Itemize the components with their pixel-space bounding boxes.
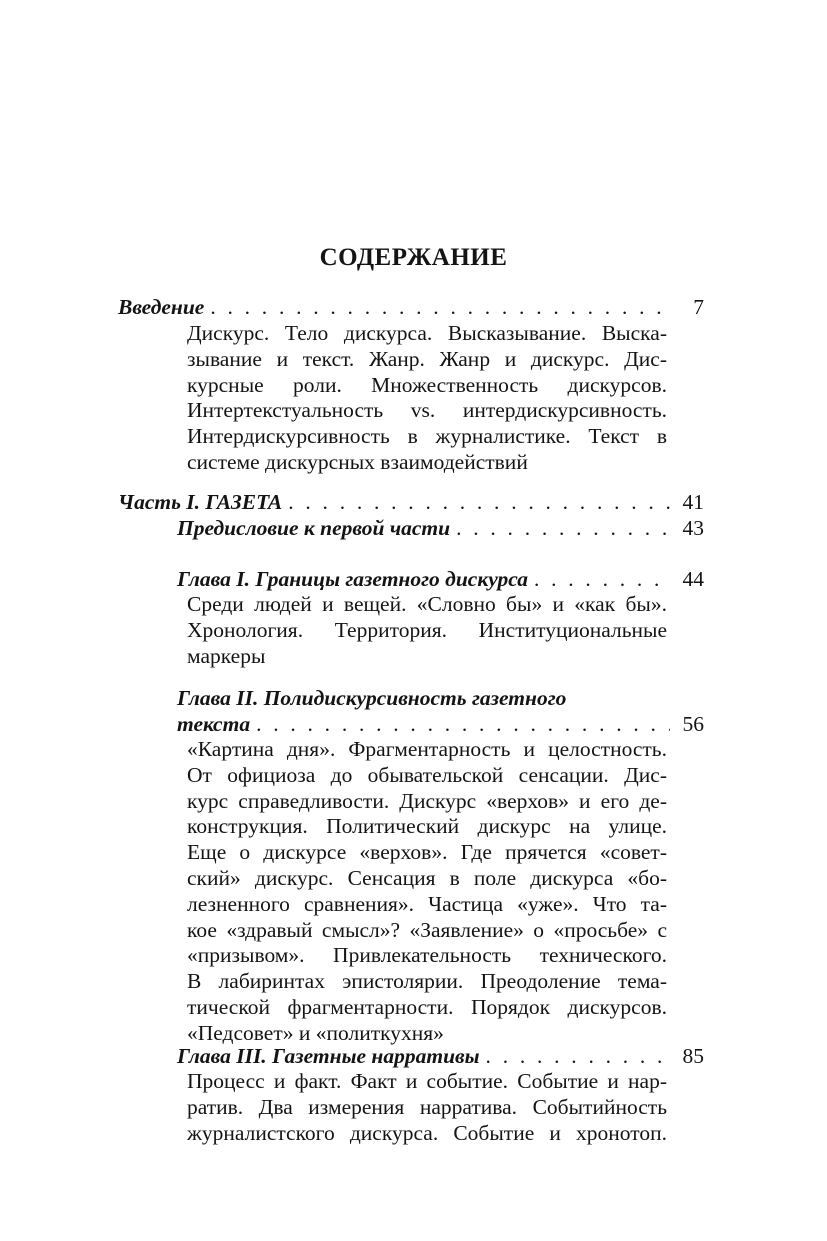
toc-entry-label: Часть I. ГАЗЕТА xyxy=(118,490,283,514)
description-line: тической фрагментарности. Порядок дискурсов. xyxy=(187,994,667,1019)
description-line: маркеры xyxy=(187,643,266,668)
description-line: Процесс и факт. Факт и событие. Событие и нар- xyxy=(187,1069,667,1093)
description-line: конструкция. Политический дискурс на улице. xyxy=(187,814,667,839)
description-line: «Картина дня». Фрагментарность и целостность. xyxy=(187,737,667,761)
dot-leader xyxy=(250,711,670,737)
description-line: курс справедливости. Дискурс «верхов» и его де- xyxy=(187,788,667,813)
toc-entry-label: текста xyxy=(177,712,251,736)
toc-entry-label: Введение xyxy=(118,295,205,319)
description-line: курсные роли. Множественность дискурсов. xyxy=(187,372,667,397)
description-line: ратив. Два измерения нарратива. Событийность xyxy=(187,1094,667,1119)
toc-entry-chapter-1 xyxy=(177,566,704,592)
description-line: Интертекстуальность vs. интердискурсивность. xyxy=(187,398,667,423)
description-line: ский» дискурс. Сенсация в поле дискурса «бо- xyxy=(187,865,667,890)
description-line: «Педсовет» и «политкухня» xyxy=(187,1020,444,1045)
toc-entry-page-number: 44 xyxy=(682,567,704,591)
dot-leader xyxy=(450,515,670,541)
toc-entry-label: Предисловие к первой части xyxy=(177,516,451,540)
toc-entry-chapter-2 xyxy=(177,711,704,737)
toc-entry-part-1 xyxy=(118,489,704,515)
toc-entry-page-number: 56 xyxy=(682,712,704,736)
description-line: журналистского дискурса. Событие и хронотоп. xyxy=(187,1120,667,1145)
description-line: Хронология. Территория. Институциональные xyxy=(187,617,667,642)
page-title: СОДЕРЖАНИЕ xyxy=(319,244,508,271)
toc-entry-description xyxy=(187,321,667,476)
toc-entry-chapter-2-heading: Глава II. Полидискурсивность газетного xyxy=(177,686,567,710)
toc-entry-page-number: 43 xyxy=(682,516,704,540)
dot-leader xyxy=(528,566,670,592)
description-line: Еще о дискурсе «верхов». Где прячется «совет- xyxy=(187,840,667,865)
description-line: системе дискурсных взаимодействий xyxy=(187,449,528,474)
toc-entry-description xyxy=(187,1069,667,1146)
toc-entry-chapter-3 xyxy=(177,1043,704,1069)
description-line: зывание и текст. Жанр. Жанр и дискурс. Дис- xyxy=(187,346,667,371)
toc-entry-label: Глава I. Границы газетного дискурса xyxy=(177,567,528,591)
dot-leader xyxy=(282,489,670,515)
toc-entry-page-number: 41 xyxy=(682,490,704,514)
toc-entry-description xyxy=(187,737,667,1047)
toc-entry-page-number: 7 xyxy=(693,295,704,319)
description-line: «призывом». Привлекательность технического. xyxy=(187,943,667,968)
toc-entry-preface xyxy=(177,515,704,541)
description-line: Дискурс. Тело дискурса. Высказывание. Выска- xyxy=(187,321,667,345)
description-line: кое «здравый смысл»? «Заявление» о «просьбе» с xyxy=(187,917,667,942)
dot-leader xyxy=(480,1043,670,1069)
description-line: лезненного сравнения». Частица «уже». Что та- xyxy=(187,891,667,916)
description-line: От официоза до обывательской сенсации. Дис- xyxy=(187,762,667,787)
description-line: В лабиринтах эпистолярии. Преодоление тема- xyxy=(187,969,667,994)
dot-leader xyxy=(204,294,670,320)
toc-entry-label: Глава III. Газетные нарративы xyxy=(177,1044,480,1068)
toc-entry-introduction xyxy=(118,294,704,320)
description-line: Среди людей и вещей. «Словно бы» и «как бы». xyxy=(187,592,667,616)
toc-entry-page-number: 85 xyxy=(682,1044,704,1068)
description-line: Интердискурсивность в журналистике. Текст в xyxy=(187,424,667,449)
toc-entry-description xyxy=(187,592,667,669)
